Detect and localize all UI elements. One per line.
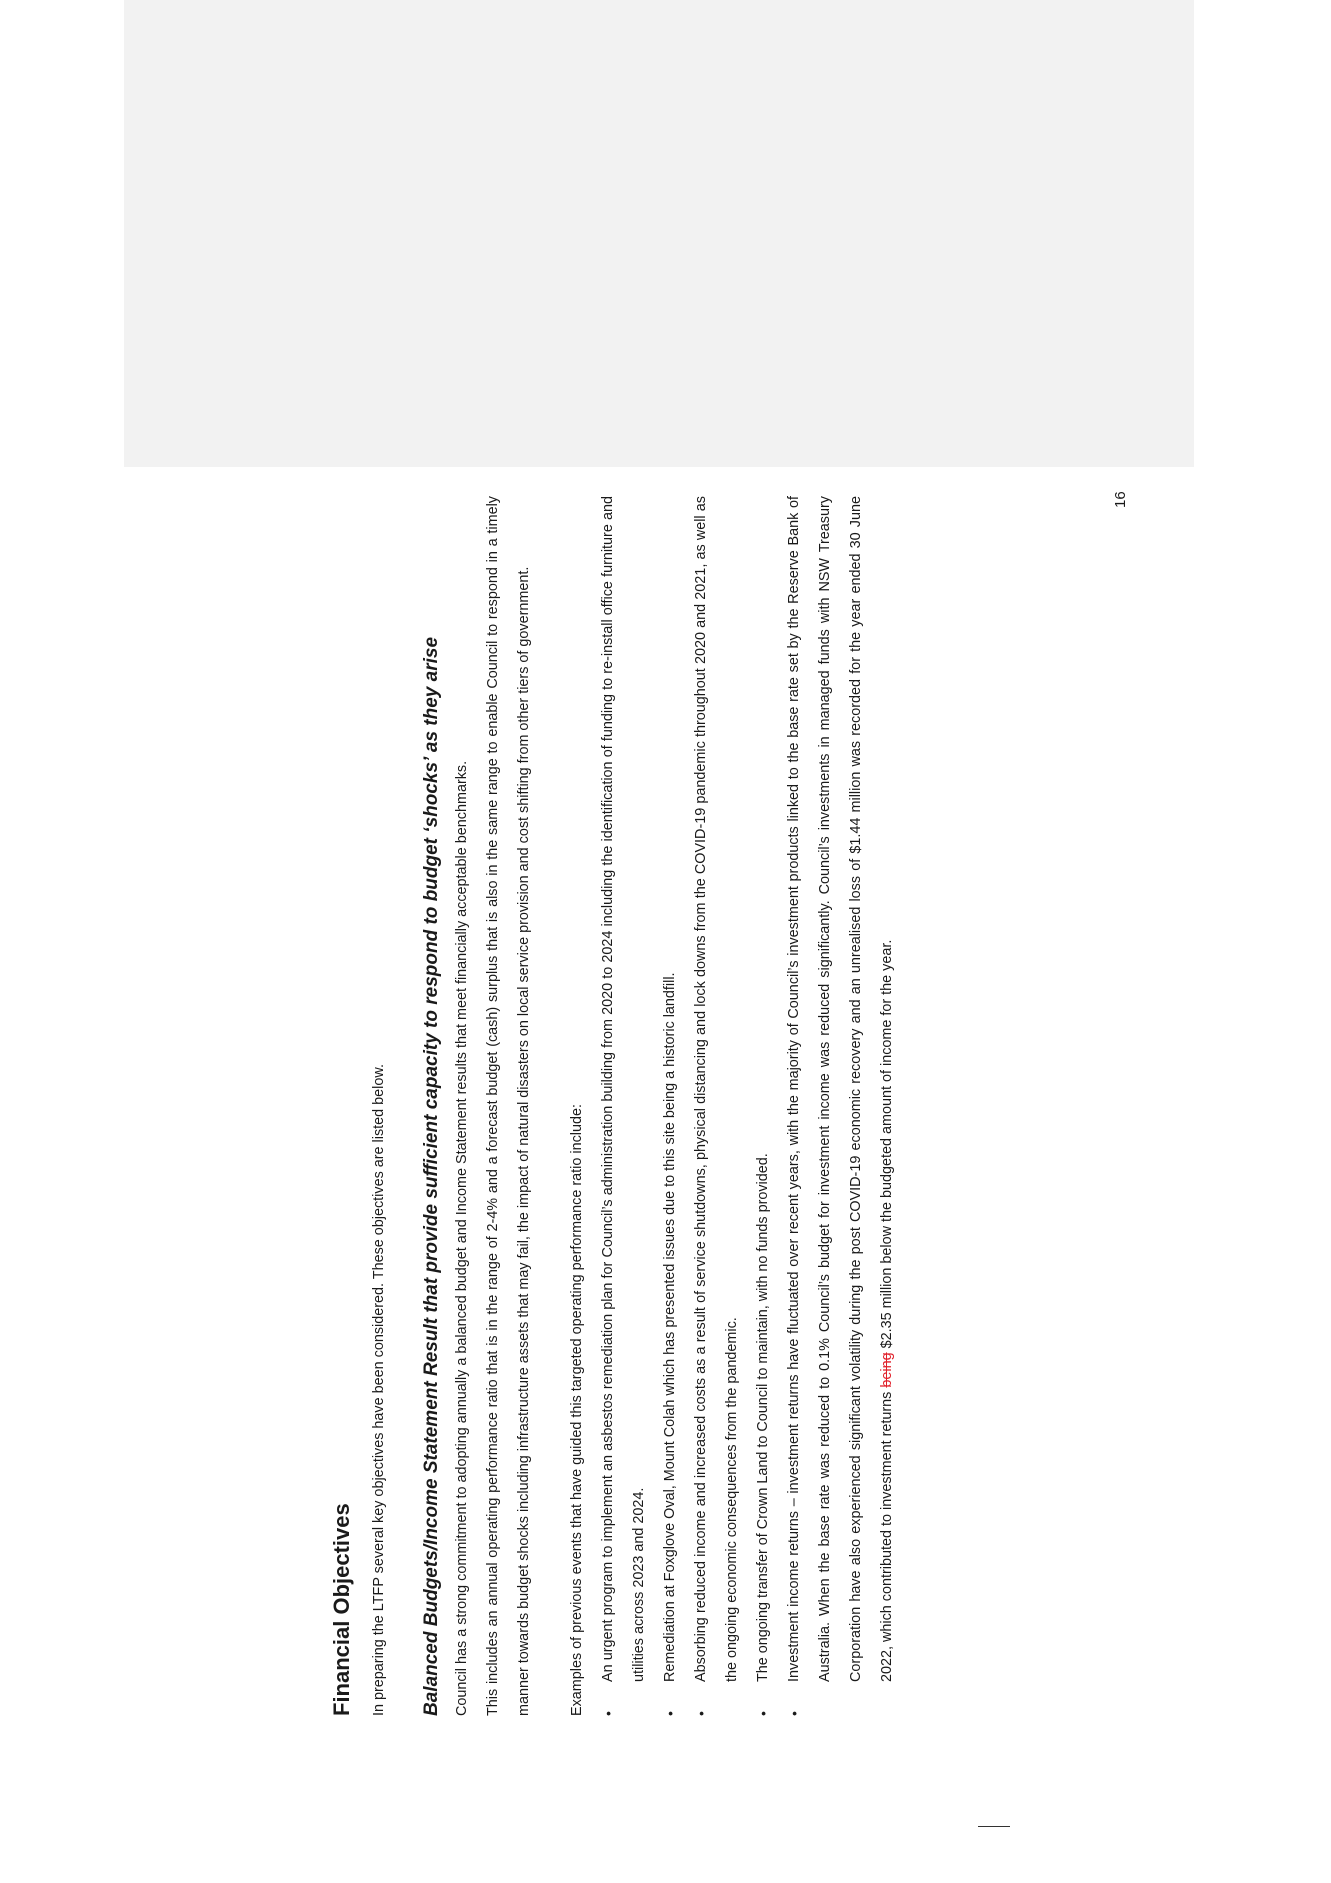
section-paragraph-1: Council has a strong commitment to adopting annually a balanced budget and Income Statement results that meet financially acceptable benchmarks. (454, 760, 470, 1716)
footer-rule (978, 1826, 1010, 1827)
page-number: 16 (1112, 491, 1129, 508)
list-item (686, 496, 748, 1716)
page-margin-band (124, 0, 1194, 467)
list-item-text: An urgent program to implement an asbestos remediation plan for Council’s administration building from 2020 to 2024 including the identification of funding to re-install office furniture and utilities across 2023 and 2024. (600, 496, 647, 1682)
spacer (540, 496, 562, 1716)
list-item (748, 496, 779, 1716)
bullet-icon: • (786, 1711, 802, 1716)
struck-word: being (879, 1352, 895, 1388)
section-paragraph-2: This includes an annual operating performance ratio that is in the range of 2-4% and a forecast budget (cash) surplus that is also in the same range to enable Council to respond in a timely manner towards budget shocks including infrastructure assets that may fail, the impact of natural disasters on local service provision and cost shifting from other tiers of government. (485, 496, 532, 1716)
list-item (779, 496, 903, 1716)
list-item (655, 496, 686, 1716)
list-item-text: Investment income returns – investment returns have fluctuated over recent years, with the majority of Council’s investment products linked to the base rate set by the Reserve Bank of Australia. When the base rate was reduced to 0.1% Council’s budget for investment income was reduced significantly. Council’s investments in managed funds with NSW Treasury Corporation have also experienced significant volatility during the post COVID-19 economic recovery and an unrealised loss of $1.44 million was recorded for the year ended 30 June 2022, which contributed to investment returns (786, 496, 895, 1682)
list-item (593, 496, 655, 1716)
bullet-icon: • (693, 1711, 709, 1716)
intro-paragraph: In preparing the LTFP several key objectives have been considered. These objectives are listed below. (371, 1064, 387, 1716)
bullet-icon: • (755, 1711, 771, 1716)
bullet-icon: • (600, 1711, 616, 1716)
document-title: Financial Objectives (329, 1503, 354, 1716)
document-body (328, 496, 1028, 1716)
list-item-text: Remediation at Foxglove Oval, Mount Colah which has presented issues due to this site being a historic landfill. (662, 972, 678, 1682)
examples-list (593, 496, 903, 1716)
bullet-icon: • (662, 1711, 678, 1716)
examples-intro: Examples of previous events that have guided this targeted operating performance ratio include: (569, 1104, 585, 1716)
list-item-text: The ongoing transfer of Crown Land to Council to maintain, with no funds provided. (755, 1153, 771, 1682)
list-item-tail: $2.35 million below the budgeted amount of income for the year. (879, 939, 895, 1353)
section-title: Balanced Budgets/Income Statement Result that provide sufficient capacity to respond to budget ‘shocks’ as they arise (421, 636, 442, 1716)
list-item-text: Absorbing reduced income and increased costs as a result of service shutdowns, physical distancing and lock downs from the COVID-19 pandemic throughout 2020 and 2021, as well as the ongoing economic consequences from the pandemic. (693, 496, 740, 1682)
